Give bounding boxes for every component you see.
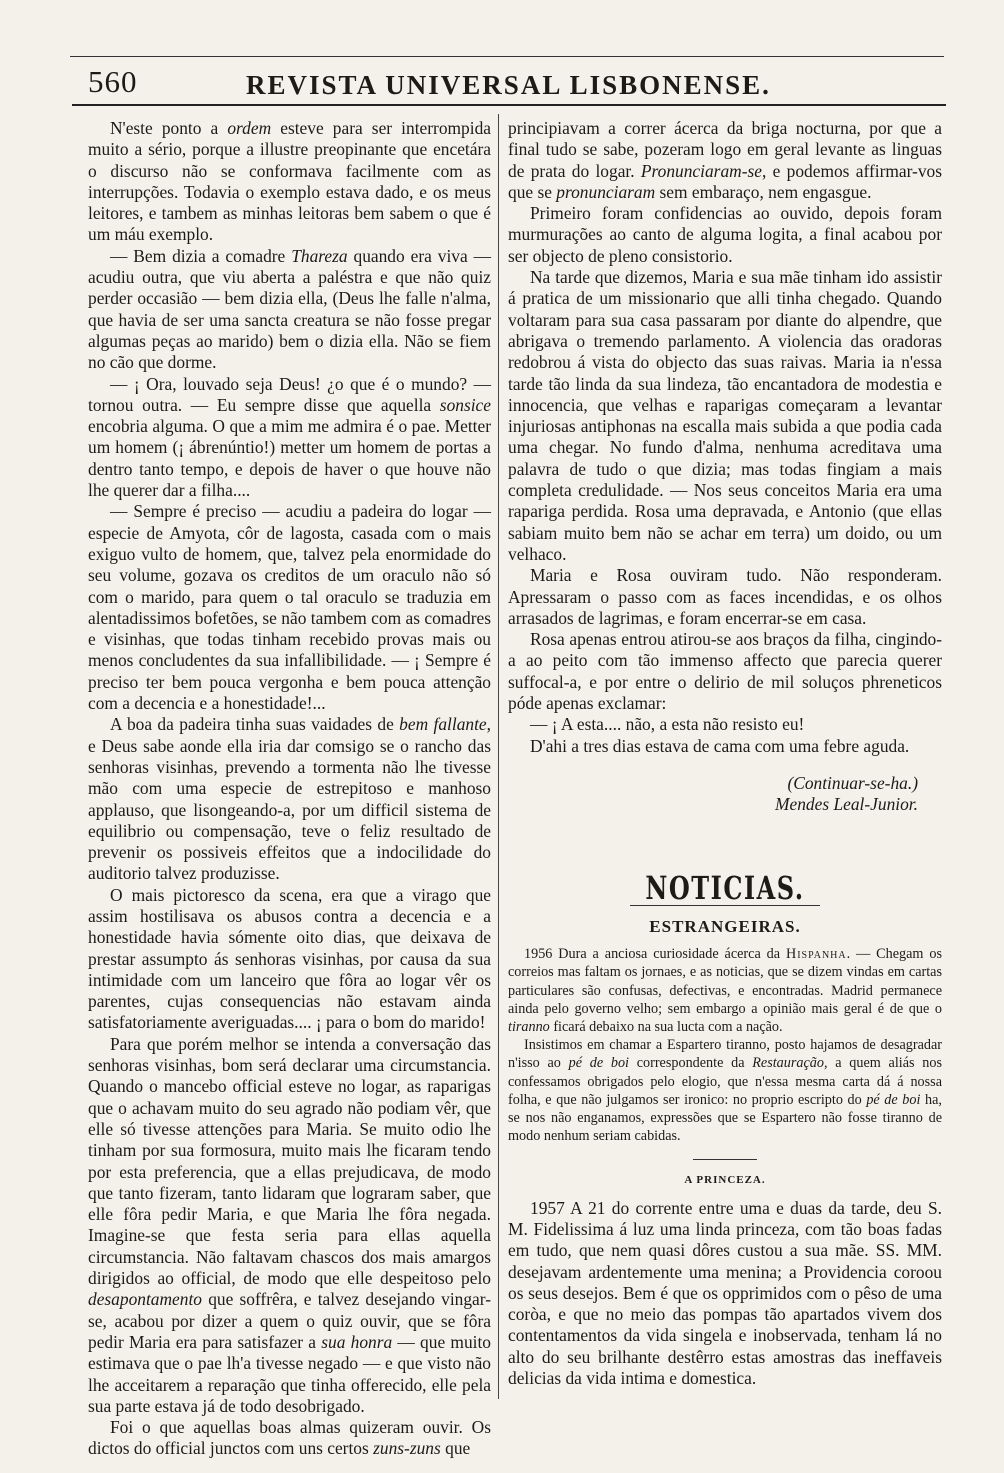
paragraph: Maria e Rosa ouviram tudo. Não responderam. Apressaram o passo com as faces incendidas, e os olhos arrasados de lagrimas, e foram encerrar-se em casa.: [508, 565, 942, 628]
header-rule: [72, 104, 946, 106]
italic-text: bem fallante: [399, 714, 487, 735]
left-column-text: [88, 118, 491, 1460]
continuation-note: (Continuar-se-ha.): [787, 772, 918, 793]
italic-text: tiranno: [508, 1018, 550, 1035]
paragraph: Na tarde que dizemos, Maria e sua mãe tinham ido assistir á pratica de um missionario que alli tinha chegado. Quando voltaram para sua casa passaram por diante do alpendre, que abrigava o tremendo parlamento. A violencia das oradoras redobrou á vista do objecto das suas raivas. Maria ia n'essa tarde tão linda da sua lindeza, tão encantadora de modestia e innocencia, que velhas e raparigas começaram a levantar injuriosas antiphonas na escalla mais subida a que podia cada uma chegar. No fundo d'alma, nenhuma acreditava uma palavra de tudo o que dizia; mas todas fingiam a mais completa credulidade. — Nos seus conceitos Maria era uma rapariga perdida. Rosa uma depravada, e Antonio (que ellas sabiam muito bem não se achar em terra) um doido, ou um velhaco.: [508, 267, 942, 564]
section-separator: [693, 1159, 757, 1160]
paragraph: A boa da padeira tinha suas vaidades de bem fallante, e Deus sabe aonde ella iria dar comsigo se o rancho das senhoras visinhas, prevendo a tormenta não lhe tivesse mão com uma especie de estrepitoso e manhoso applauso, que lisongeando-a, por um difficil sistema de equilibrio ou compensação, teve o feliz resultado de prevenir os possiveis effeitos que a indocilidade do auditorio talvez produzisse.: [88, 714, 491, 884]
italic-text: pronunciaram: [556, 181, 656, 202]
italic-text: zuns-zuns: [373, 1438, 441, 1459]
italic-text: sua honra: [321, 1331, 393, 1352]
page-header: [88, 64, 944, 104]
italic-text: pé de boi: [568, 1055, 629, 1072]
paragraph: Insistimos em chamar a Espartero tiranno, posto hajamos de desagradar n'isso ao pé de boi correspondente da Restauração, a quem aliás nos confessamos obrigados pelo elogio, que n'essa mesma carta dá á nossa folha, e que não julgamos ser ironico: no proprio escripto do pé de boi ha, se nos não enganamos, expressões que se Espartero não fosse tiranno de modo nenhum seriam cabidas.: [508, 1037, 942, 1145]
italic-text: Pronunciaram-se: [640, 160, 762, 181]
paragraph: O mais pictoresco da scena, era que a virago que assim hostilisava os abusos contra a decencia e a honestidade havia sómente oito dias, que deixava de prestar assumpto ás senhoras visinhas, por causa da sua intimidade com um lanceiro que fôra ao logar vêr os parentes, cujas consequencias não estavam ainda satisfatoriamente averiguadas.... ¡ para o bom do marido!: [88, 884, 491, 1033]
paragraph: — Bem dizia a comadre Thareza quando era viva — acudiu outra, que viu aberta a paléstra e que não quiz perder occasião — bem dizia ella, (Deus lhe falle n'alma, que havia de ser uma sancta creatura se não fosse pregar algumas peças ao marido) bem o dizia ella. Não se fiem no cão que dorme.: [88, 245, 491, 373]
princess-news-paragraph: 1957 A 21 do corrente entre uma e duas da tarde, deu S. M. Fidelissima á luz uma linda princeza, com tão boas fadas em tudo, que nem quasi dôres custou a sua mãe. SS. MM. desejavam ardentemente uma menina; a Providencia coroou os seus desejos. Bem é que os opprimidos com o pêso de uma coròa, e que no meio das pompas tão apartados vivem dos contentamentos da vida singela e inobservada, tenham lá no alto do seu brilhante destêrro estas amostras das ineffaveis delicias da vida intima e domestica.: [508, 1197, 942, 1388]
paragraph: — ¡ Ora, louvado seja Deus! ¿o que é o mundo? — tornou outra. — Eu sempre disse que aquella sonsice encobria alguma. O que a mim me admira é o pae. Metter um homem (¡ ábrenúntio!) metter um homem de portas a dentro tanto tempo, e depois de haver o que houve não lhe querer dar a filha....: [88, 373, 491, 501]
column-divider: [498, 114, 499, 1399]
paragraph: — Sempre é preciso — acudiu a padeira do logar — especie de Amyota, côr de lagosta, casada com o mais exiguo vulto de homem, que, talvez pela enormidade do seu volume, gozava os creditos de um oraculo não só com o marido, para quem o tal oraculo se traduzia em alentadissimos bofetões, se não tambem com as comadres e visinhas, que todas tinham recebido provas mais ou menos concludentes da sua infallibilidade. — ¡ Sempre é preciso ter bem pouca vergonha e bem pouca attenção com a decencia e a honestidade!...: [88, 501, 491, 714]
paragraph: N'este ponto a ordem esteve para ser interrompida muito a sério, porque a illustre preopinante que encetára o discurso não se conformava facilmente com as interrupções. Todavia o exemplo estava dado, e os meus leitores, e tambem as minhas leitoras bem sabem o que é um máu exemplo.: [88, 118, 491, 245]
paragraph: Primeiro foram confidencias ao ouvido, depois foram murmurações ao canto de alguma logita, a final acabou por ser objecto de pleno consistorio.: [508, 203, 942, 266]
journal-title: REVISTA UNIVERSAL LISBONENSE.: [246, 70, 771, 100]
italic-text: Thareza: [291, 245, 348, 266]
paragraph: 1956 Dura a anciosa curiosidade ácerca da Hispanha. — Chegam os correios mas faltam os jornaes, e as noticias, que se dizem vindas em cartas particulares são confusas, defectivas, e encontradas. Madrid permanece ainda pelo governo velho; sem embargo a opinião mais geral é de que o tiranno ficará debaixo na sua lucta com a nação.: [508, 946, 942, 1035]
italic-text: ordem: [227, 118, 272, 138]
right-column-text: [508, 118, 942, 757]
princess-subhead: A PRINCEZA.: [684, 1174, 766, 1187]
paragraph: Para que porém melhor se intenda a conversação das senhoras visinhas, bom será declarar uma circumstancia. Quando o mancebo official esteve no logar, as raparigas que o achavam muito do seu agrado não podiam vêr, que elle só tivesse attenções para Maria. Se muito odio lhe tinham por sua formosura, muito mais lhe ficaram tendo por esta preferencia, que a ellas prejudicava, de modo que tanto fizeram, tanto lidaram que lograram saber, que elle fôra pedir Maria, e que Maria lhe fôra negada. Imagine-se que festa seria para ellas aquella circumstancia. Não faltavam chascos dos mais amargos dirigidos ao official, de modo que elle despeitoso pelo desapontamento que soffrêra, e talvez desejando vingar-se, acabou por dizer a quem o quiz ouvir, que se fôra pedir Maria era para satisfazer a sua honra — que muito estimava que o pae lh'a tivesse negado — e que visto não lhe acceitarem a reparação que tinha offerecido, elle pela sua parte estava já de todo desobrigado.: [88, 1033, 491, 1416]
author-signature: Mendes Leal-Junior.: [775, 794, 918, 815]
italic-text: desapontamento: [88, 1289, 202, 1310]
paragraph: Rosa apenas entrou atirou-se aos braços da filha, cingindo-a ao peito com tão immenso affecto que parecia querer suffocal-a, e por entre o delirio de mil soluços phreneticos póde apenas exclamar:: [508, 629, 942, 714]
paragraph: D'ahi a tres dias estava de cama com uma febre aguda.: [530, 735, 910, 756]
top-border: [70, 56, 944, 57]
news-body: [508, 945, 942, 1145]
italic-text: sonsice: [439, 394, 491, 415]
news-title: NOTICIAS.: [645, 868, 805, 907]
paragraph: — ¡ A esta.... não, a esta não resisto eu!: [530, 714, 805, 735]
paragraph: principiavam a correr ácerca da briga nocturna, por que a final tudo se sabe, pozeram logo em geral levante as linguas de prata do logar. Pronunciaram-se, e podemos affirmar-vos que se pronunciaram sem embaraço, nem engasgue.: [508, 118, 943, 202]
news-section-title: ESTRANGEIRAS.: [649, 916, 801, 936]
page-number: 560: [88, 64, 138, 99]
small-caps-text: Hispanha: [785, 946, 847, 963]
italic-text: pé de boi: [866, 1091, 921, 1108]
right-column: [508, 118, 942, 1389]
left-column: [88, 118, 491, 1460]
paragraph: Foi o que aquellas boas almas quizeram ouvir. Os dictos do official junctos com uns certos zuns-zuns que: [88, 1417, 491, 1459]
italic-text: Restauração: [752, 1055, 824, 1072]
